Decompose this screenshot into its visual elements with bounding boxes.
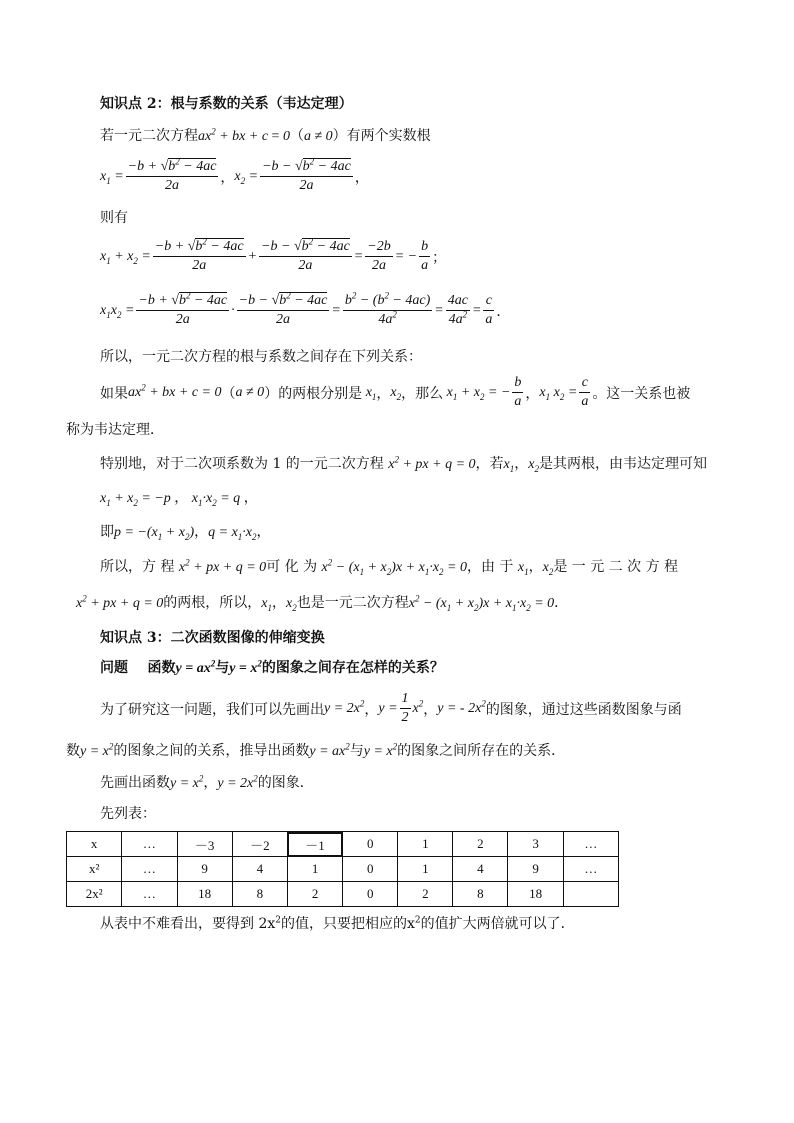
then-text: 则有	[100, 210, 128, 226]
table-cell: 9	[177, 857, 232, 882]
special-case: 特别地，对于二次项系数为 1 的一元二次方程 $x^2$ + px + q = 0，若$x_1$，$x_2$是其两根，由韦达定理可知	[100, 454, 707, 474]
table-cell: …	[563, 832, 618, 857]
table-cell: 1	[287, 857, 342, 882]
table-row	[67, 832, 619, 857]
table-cell: 8	[453, 882, 508, 907]
table-cell: 4	[232, 857, 287, 882]
sum-formula: $x_1 + x_2$ = $\frac{-b + √b^2 - 4ac}{2a}$ + $\frac{-b - √b^2 - 4ac}{2a}$ = $\frac{-2b}{2a}$ = − $\frac{b}{a}$ ；	[100, 236, 447, 273]
table-cell: 9	[508, 857, 563, 882]
special-relations: $x_1 + x_2 = -p$ ， $x_1\cdot x_2 = q$ ，	[100, 491, 258, 508]
list-table-text: 先列表：	[100, 806, 156, 822]
table-cell: －3	[177, 832, 232, 857]
table-cell: 1	[398, 857, 453, 882]
table-cell: …	[563, 857, 618, 882]
conclude-text: 所以，一元二次方程的根与系数之间存在下列关系：	[100, 349, 422, 365]
table-cell: 4	[453, 857, 508, 882]
product-formula: $x_1x_2$ = $\frac{-b + √b^2 - 4ac}{2a}$ · $\frac{-b - √b^2 - 4ac}{2a}$ = $\frac{b^2 - (b^2 - 4ac)}{4a^2}$ = $\frac{4ac}{4a^2}$ = $\frac{c}{a}$ ．	[100, 290, 511, 327]
row-label: x	[67, 832, 122, 857]
question-line: 问题 函数$y = ax^2$与$y = x^2$的图象之间存在怎样的关系？	[100, 658, 444, 676]
table-cell: 0	[343, 832, 398, 857]
research-line: 为了研究这一问题，我们可以先画出 $y = 2x^2$ ， y = $\frac{1}{2}$ $x^2$ ， y = - $2x^2$ 的图象，通过这些函数图象与函	[100, 691, 682, 725]
table-cell: 0	[343, 857, 398, 882]
table-cell: 2	[287, 882, 342, 907]
table-cell: 2	[453, 832, 508, 857]
table-cell: －2	[232, 832, 287, 857]
table-cell: 1	[398, 832, 453, 857]
intro-line: 若一元二次方程$ax^2$ + bx + c = 0（a ≠ 0）有两个实数根	[100, 126, 431, 144]
table-cell: －1	[287, 832, 342, 857]
row-label: x²	[67, 857, 122, 882]
section-2-title: 知识点 2：根与系数的关系（韦达定理）	[100, 96, 353, 112]
ji-line: 即$p = -(x_1 + x_2)$，$q = x_1\cdot x_2$，	[100, 524, 271, 542]
table-cell: 2	[398, 882, 453, 907]
section-3-title: 知识点 3：二次函数图像的伸缩变换	[100, 630, 325, 646]
table-cell: 18	[177, 882, 232, 907]
table-cell: 0	[343, 882, 398, 907]
table-cell: …	[122, 832, 177, 857]
roots-formula: $x_1$ = $\frac{-b + √b^2 - 4ac}{2a}$ ， $x_2$ = $\frac{-b - √b^2 - 4ac}{2a}$ ，	[100, 156, 369, 193]
table-conclusion: 从表中不难看出，要得到 $2x^2$的值，只要把相应的$x^2$的值扩大两倍就可以了．	[100, 915, 575, 932]
table-cell	[563, 882, 618, 907]
vieta-rule: 如果 $ax^2$ + bx + c = 0 （ a ≠ 0 ） 的两根分别是 $x_1$ ， $x_2$ ，那么 $x_1 + x_2$ = − $\frac{b}{a}$ ， $x_1$ $x_2$ = $\frac{c}{a}$ 。这一关系也被	[100, 375, 691, 409]
value-table	[66, 831, 619, 907]
table-cell: 18	[508, 882, 563, 907]
row-label: 2x²	[67, 882, 122, 907]
research-line-2: 数$y = x^2$的图象之间的关系，推导出函数$y = ax^2$与$y = x^2$的图象之间所存在的关系．	[66, 741, 566, 759]
so-line: 所以，方 程 $x^2$ + px + q = 0可 化 为 $x^2 - (x_1 + x_2)x + x_1\cdot x_2 = 0$，由 于 $x_1$，$x_2$是 一 元 二 次 方 程	[100, 557, 679, 577]
table-cell: …	[122, 857, 177, 882]
draw-line: 先画出函数$y = x^2$，$y = 2x^2$的图象．	[100, 773, 314, 791]
last-line: $x^2$ + px + q = 0的两根，所以，$x_1$，$x_2$也是一元二次方程$x^2 - (x_1 + x_2)x + x_1\cdot x_2 = 0$．	[76, 593, 569, 613]
table-row	[67, 857, 619, 882]
vieta-name: 称为韦达定理．	[66, 422, 164, 438]
table-cell: 3	[508, 832, 563, 857]
table-cell: 8	[232, 882, 287, 907]
table-cell: …	[122, 882, 177, 907]
table-row	[67, 882, 619, 907]
